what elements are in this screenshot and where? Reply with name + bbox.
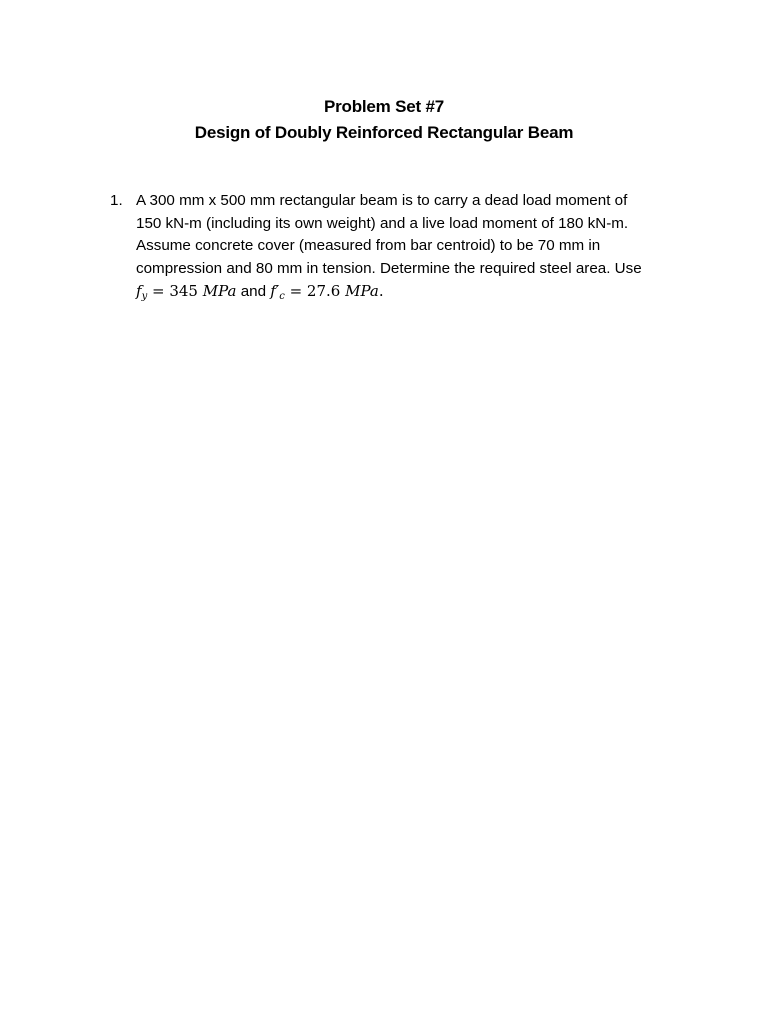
fc-formula [270, 282, 383, 300]
fc-subscript: c [279, 291, 285, 302]
fc-unit: MPa [345, 282, 379, 300]
list-item [110, 190, 670, 304]
fy-subscript: y [141, 291, 148, 302]
document-title [0, 94, 768, 146]
problem-text-line: 150 kN-m (including its own weight) and a live load moment of 180 kN-m. [136, 214, 629, 232]
fc-symbol: f′ [270, 282, 280, 300]
fy-unit: MPa [202, 282, 237, 300]
fc-value: = 27.6 [284, 282, 346, 300]
problem-formula-line [136, 280, 670, 304]
fy-formula [136, 282, 236, 300]
formula-end: . [378, 282, 384, 300]
problem-text-line: compression and 80 mm in tension. Determine the required steel area. Use [136, 259, 642, 277]
problem-list [110, 190, 670, 304]
problem-text-line: Assume concrete cover (measured from bar centroid) to be 70 mm in [136, 237, 601, 254]
fy-symbol: f [136, 282, 142, 300]
problem-text-line: A 300 mm x 500 mm rectangular beam is to carry a dead load moment of [136, 192, 628, 209]
fy-value: = 345 [147, 282, 203, 300]
problem-set-title: Problem Set #7 [323, 97, 445, 116]
formula-connector: and [236, 283, 271, 300]
problem-number: 1. [110, 192, 123, 209]
problem-set-subtitle: Design of Doubly Reinforced Rectangular Beam [194, 123, 574, 142]
